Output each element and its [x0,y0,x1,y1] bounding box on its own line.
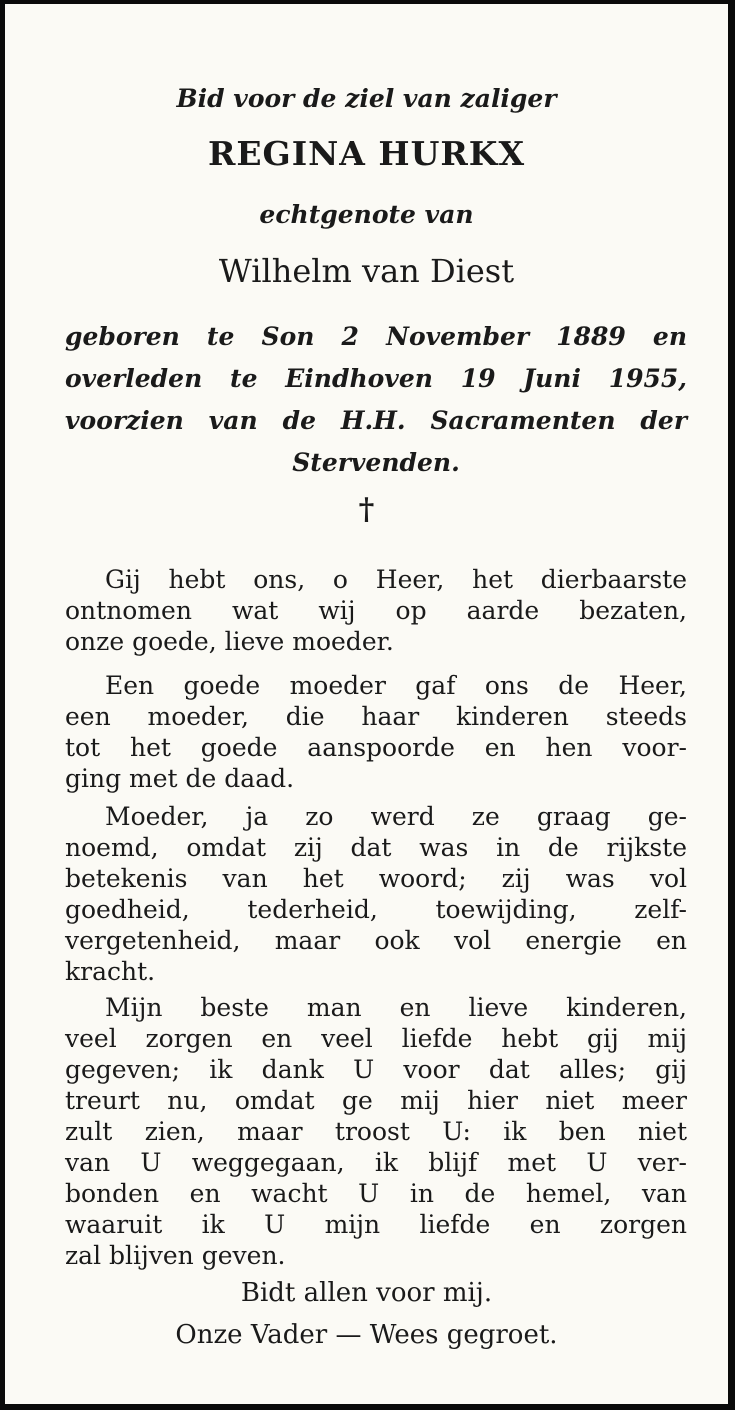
closing-prayers: Onze Vader — Wees gegroet. [175,1320,558,1350]
text-line: zult zien, maar troost U: ik ben niet [65,1117,687,1146]
memorial-card [5,4,728,1404]
paragraph-3 [65,801,687,987]
spouse-label: echtgenote van [259,200,474,229]
closing-prayer-request: Bidt allen voor mij. [240,1278,493,1308]
text-line: Een goede moeder gaf ons de Heer, [105,671,687,700]
text-line: waaruit ik U mijn liefde en zorgen [65,1210,687,1239]
bio-line: overleden te Eindhoven 19 Juni 1955, [65,364,687,393]
biography-block [65,316,687,484]
bio-line: geboren te Son 2 November 1889 en [65,322,687,351]
paragraph-2 [65,670,687,794]
bio-line: voorzien van de H.H. Sacramenten der [65,406,687,435]
bio-line: Stervenden. [292,448,460,477]
text-line: Moeder, ja zo werd ze graag ge- [105,802,687,831]
paragraph-1 [65,564,687,657]
text-line: tot het goede aanspoorde en hen voor- [65,733,687,762]
invocation-line: Bid voor de ziel van zaliger [176,84,557,113]
text-line: ontnomen wat wij op aarde bezaten, [65,596,687,625]
text-line: kracht. [65,957,156,986]
text-line: treurt nu, omdat ge mij hier niet meer [65,1086,687,1115]
text-line: Gij hebt ons, o Heer, het dierbaarste [105,565,687,594]
text-line: goedheid, tederheid, toewijding, zelf- [65,895,687,924]
text-line: vergetenheid, maar ook vol energie en [65,926,687,955]
text-line: betekenis van het woord; zij was vol [65,864,687,893]
text-line: een moeder, die haar kinderen steeds [65,702,687,731]
spouse-name: Wilhelm van Diest [218,252,515,290]
text-line: Mijn beste man en lieve kinderen, [105,993,687,1022]
text-line: onze goede, lieve moeder. [65,627,394,656]
text-line: van U weggegaan, ik blijf met U ver- [65,1148,687,1177]
text-line: veel zorgen en veel liefde hebt gij mij [65,1024,687,1053]
paragraph-4 [65,992,687,1271]
text-line: noemd, omdat zij dat was in de rijkste [65,833,687,862]
text-line: bonden en wacht U in de hemel, van [65,1179,687,1208]
text-line: zal blijven geven. [65,1241,286,1270]
deceased-name: REGINA HURKX [207,134,526,173]
text-line: ging met de daad. [65,764,295,793]
cross-icon: † [358,492,375,527]
text-line: gegeven; ik dank U voor dat alles; gij [65,1055,687,1084]
